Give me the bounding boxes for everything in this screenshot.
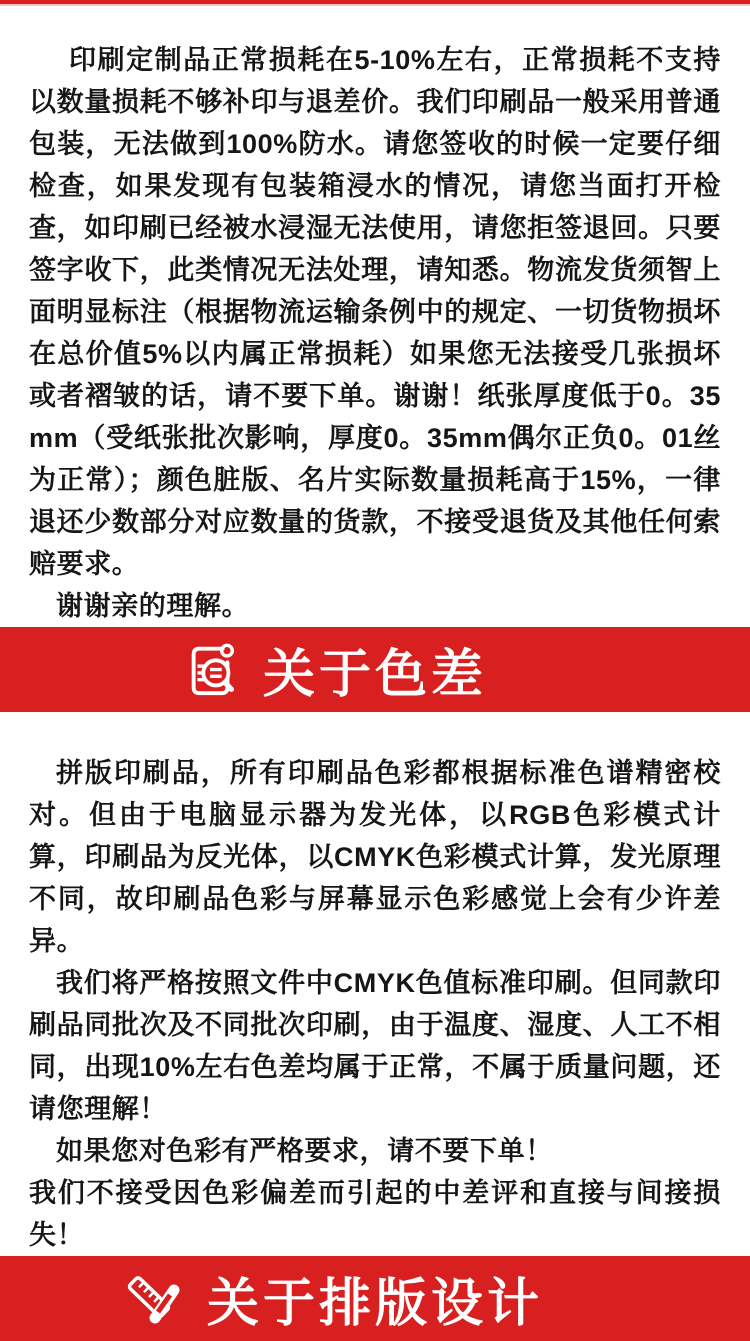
color-difference-banner-content <box>183 632 487 707</box>
loss-notice-paragraph: 印刷定制品正常损耗在5-10%左右，正常损耗不支持以数量损耗不够补印与退差价。我们印刷品一般采用普通包装，无法做到100%防水。请您签收的时候一定要仔细检查，如果发现有包装箱浸水的情况，请您当面打开检查，如印刷已经被水浸湿无法使用，请您拒签退回。只要签字收下，此类情况无法处理，请知悉。物流发货须智上面明显标注（根据物流运输条例中的规定、一切货物损坏在总价值5%以内属正常损耗）如果您无法接受几张损坏或者褶皱的话，请不要下单。谢谢！纸张厚度低于0。35mm（受纸张批次影响，厚度0。35mm偶尔正负0。01丝为正常）；颜色脏版、名片实际数量损耗高于15%，一律退还少数部分对应数量的货款，不接受退货及其他任何索赔要求。 <box>29 45 721 579</box>
scroll-magnifier-icon <box>183 639 241 701</box>
no-claims-paragraph: 我们不接受因色彩偏差而引起的中差评和直接与间接损失！ <box>29 1178 721 1250</box>
ruler-pencil-icon <box>127 1270 185 1328</box>
cmyk-printing-paragraph: 我们将严格按照文件中CMYK色值标准印刷。但同款印刷品同批次及不同批次印刷，由于温度、湿度、人工不相同，出现10%左右色差均属于正常，不属于质量问题，还请您理解！ <box>29 968 721 1124</box>
color-difference-banner-title: 关于色差 <box>262 646 487 704</box>
color-difference-banner <box>0 627 750 712</box>
thanks-understanding-paragraph: 谢谢亲的理解。 <box>56 591 250 621</box>
loss-notice-section <box>0 6 750 627</box>
color-calibration-paragraph: 拼版印刷品，所有印刷品色彩都根据标准色谱精密校对。但由于电脑显示器为发光体，以RGB色彩模式计算，印刷品为反光体，以CMYK色彩模式计算，发光原理不同，故印刷品色彩与屏幕显示色彩感觉上会有少许差异。 <box>29 758 721 956</box>
layout-design-banner-title: 关于排版设计 <box>206 1275 543 1333</box>
layout-design-banner-content <box>127 1261 543 1336</box>
color-difference-section <box>0 712 750 1256</box>
layout-design-banner <box>0 1256 750 1341</box>
strict-color-warning-paragraph: 如果您对色彩有严格要求，请不要下单！ <box>56 1136 553 1166</box>
